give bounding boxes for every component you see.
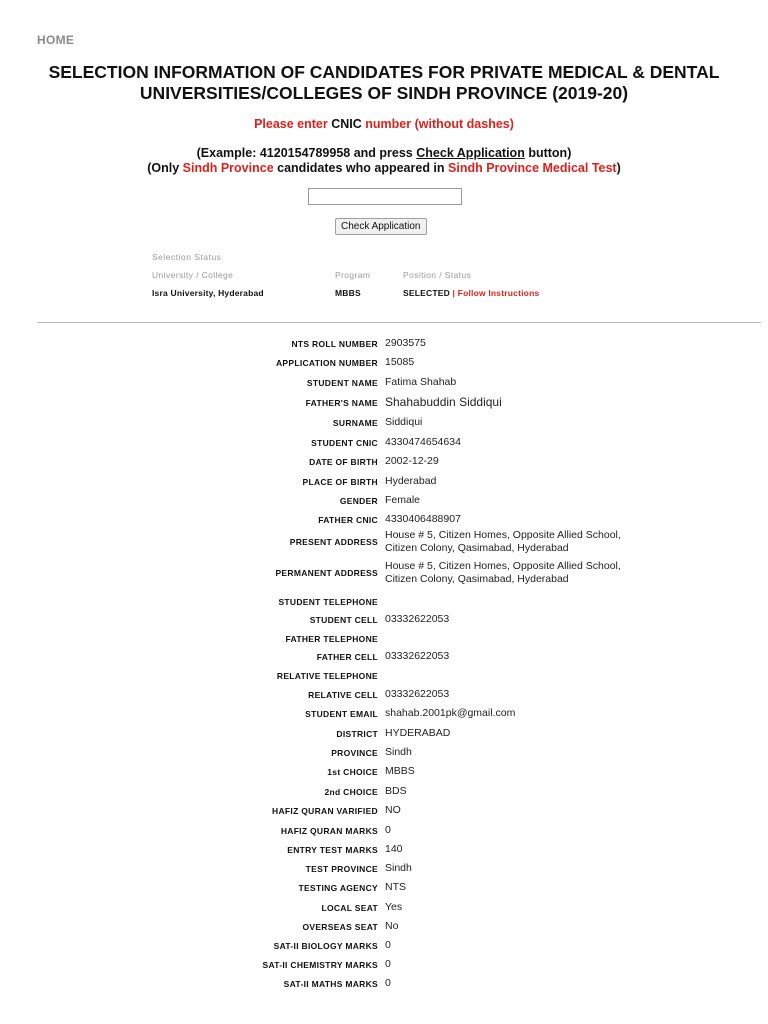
example-line [0,146,768,161]
detail-label: DISTRICT [336,729,378,739]
detail-label: PRESENT ADDRESS [289,537,378,547]
detail-value: 03332622053 [385,688,450,700]
page-title-line2: UNIVERSITIES/COLLEGES OF SINDH PROVINCE (2019-20) [139,83,629,103]
detail-label: PERMANENT ADDRESS [275,568,378,578]
detail-value: NO [385,804,401,816]
detail-label: FATHER'S NAME [305,398,378,408]
detail-value: MBBS [385,765,415,777]
selection-col-program: Program [335,270,371,280]
detail-value: Siddiqui [385,416,423,428]
detail-value: BDS [385,785,407,797]
detail-value: Sindh [385,862,412,874]
detail-value: 0 [385,958,391,970]
detail-label: SURNAME [332,418,378,428]
detail-label: PROVINCE [331,748,378,758]
cnic-prompt [0,117,768,131]
detail-label: PLACE OF BIRTH [302,477,378,487]
detail-label: SAT-II MATHS MARKS [283,979,378,989]
section-divider [37,322,761,323]
detail-label: HAFIZ QURAN MARKS [280,826,378,836]
detail-label: STUDENT EMAIL [305,709,378,719]
detail-value: Fatima Shahab [385,376,457,388]
detail-value: 15085 [385,356,415,368]
eligibility-close: ) [616,161,621,175]
detail-value: 4330474654634 [385,436,461,448]
home-link[interactable]: HOME [37,33,75,47]
detail-label: APPLICATION NUMBER [275,358,378,368]
detail-label: STUDENT CELL [309,615,378,625]
detail-label: FATHER CNIC [318,515,378,525]
selection-university: Isra University, Hyderabad [152,288,264,298]
cnic-input[interactable] [308,188,462,205]
detail-value: shahab.2001pk@gmail.com [385,707,516,719]
prompt-please-enter: Please enter [254,117,328,131]
detail-label: GENDER [339,496,378,506]
detail-value: Yes [385,901,403,913]
detail-label: 2nd CHOICE [324,787,378,797]
eligibility-test: Sindh Province Medical Test [448,161,617,175]
detail-label: FATHER CELL [316,652,378,662]
detail-label: TESTING AGENCY [298,883,378,893]
eligibility-line [0,161,768,176]
page-title-line1: SELECTION INFORMATION OF CANDIDATES FOR PRIVATE MEDICAL & DENTAL [48,62,720,82]
page-title [20,62,748,104]
detail-label: 1st CHOICE [327,767,378,777]
selection-separator: | [452,288,456,298]
detail-value: Shahabuddin Siddiqui [385,395,502,409]
detail-label: RELATIVE TELEPHONE [276,671,378,681]
detail-label: SAT-II BIOLOGY MARKS [273,941,378,951]
prompt-cnic: CNIC [331,117,362,131]
detail-value: House # 5, Citizen Homes, Opposite Allied School, Citizen Colony, Qasimabad, Hyderabad [385,529,621,554]
selection-status-heading: Selection Status [152,252,222,262]
detail-label: HAFIZ QURAN VARIFIED [272,806,378,816]
selection-program: MBBS [335,288,361,298]
detail-label: OVERSEAS SEAT [302,922,378,932]
detail-label: SAT-II CHEMISTRY MARKS [262,960,378,970]
selection-col-position: Position / Status [403,270,472,280]
detail-value: No [385,920,399,932]
detail-value: 0 [385,824,391,836]
example-check-application: Check Application [416,146,525,160]
detail-value: Hyderabad [385,475,437,487]
detail-value: 4330406488907 [385,513,461,525]
follow-instructions-link[interactable]: Follow Instructions [457,288,540,298]
detail-label: LOCAL SEAT [321,903,378,913]
detail-value: 03332622053 [385,650,450,662]
detail-label: TEST PROVINCE [305,864,378,874]
check-application-button[interactable]: Check Application [335,218,427,235]
detail-value: House # 5, Citizen Homes, Opposite Allied School, Citizen Colony, Qasimabad, Hyderabad [385,560,621,585]
example-button-word: button) [528,146,572,160]
detail-value: 0 [385,977,391,989]
eligibility-open: (Only [147,161,180,175]
detail-label: NTS ROLL NUMBER [291,339,378,349]
detail-label: STUDENT CNIC [311,438,378,448]
detail-label: DATE OF BIRTH [309,457,378,467]
detail-value: 2903575 [385,337,426,349]
detail-label: RELATIVE CELL [308,690,378,700]
detail-value: 2002-12-29 [385,455,439,467]
selection-col-university: University / College [152,270,234,280]
detail-value: NTS [385,881,406,893]
detail-value: 03332622053 [385,613,450,625]
detail-label: STUDENT NAME [306,378,378,388]
detail-label: ENTRY TEST MARKS [287,845,378,855]
detail-value: 0 [385,939,391,951]
selection-position [403,288,539,298]
prompt-number-hint: number (without dashes) [365,117,514,131]
eligibility-province: Sindh Province [182,161,274,175]
detail-label: STUDENT TELEPHONE [278,597,378,607]
eligibility-middle: candidates who appeared in [277,161,445,175]
detail-value: 140 [385,843,403,855]
example-text: (Example: 4120154789958 and press [196,146,413,160]
detail-value: Female [385,494,421,506]
detail-value: HYDERABAD [385,727,451,739]
example-instructions [0,146,768,176]
detail-value: Sindh [385,746,412,758]
selection-status-value: SELECTED [403,288,450,298]
detail-label: FATHER TELEPHONE [285,634,378,644]
